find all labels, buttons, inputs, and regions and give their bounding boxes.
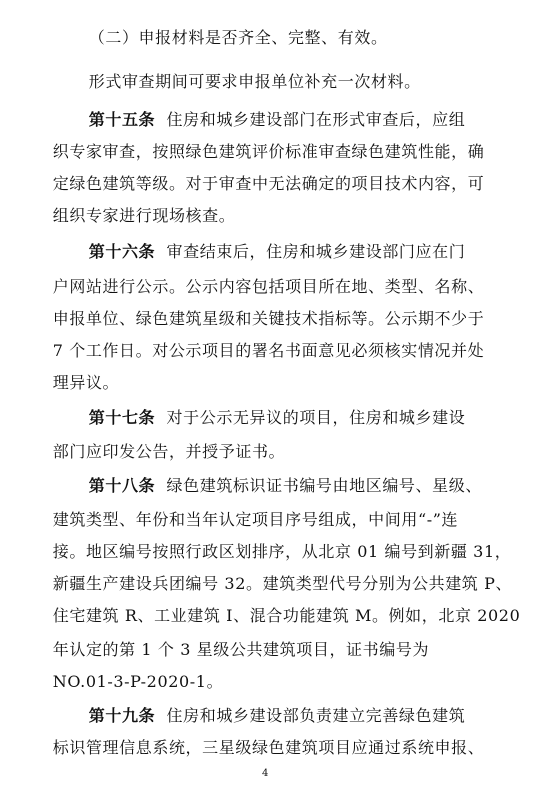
paragraph-line	[30, 718, 484, 778]
line-text: 申报单位、绿色建筑星级和关键技术指标等。公示期不少于	[52, 309, 485, 328]
line-text: 理异议。	[52, 373, 120, 392]
line-text: 定绿色建筑等级。对于审查中无法确定的项目技术内容，可	[52, 174, 485, 193]
article-heading: 第十五条	[88, 110, 156, 129]
article-heading: 第十九条	[88, 706, 156, 725]
line-text: 标识管理信息系统，三星级绿色建筑项目应通过系统申报、	[52, 738, 485, 757]
line-text: 住房和城乡建设部负责建立完善绿色建筑	[155, 706, 466, 725]
line-text: 新疆生产建设兵团编号 32。建筑类型代号分别为公共建筑 P、	[52, 574, 513, 593]
line-text: 审查结束后，住房和城乡建设部门应在门	[155, 242, 466, 261]
line-text: 建筑类型、年份和当年认定项目序号组成，中间用“-”连	[52, 510, 459, 529]
line-text: 形式审查期间可要求申报单位补充一次材料。	[88, 72, 421, 91]
line-text: 织专家审查，按照绿色建筑评价标准审查绿色建筑性能，确	[52, 142, 485, 161]
article-heading: 第十六条	[88, 242, 156, 261]
line-text: 住宅建筑 R、工业建筑 I、混合功能建筑 M。例如，北京 2020	[52, 606, 521, 625]
article-heading: 第十七条	[88, 408, 156, 427]
line-text: 绿色建筑标识证书编号由地区编号、星级、	[155, 476, 482, 495]
line-text: （二）申报材料是否齐全、完整、有效。	[88, 28, 388, 47]
line-text: 对于公示无异议的项目，住房和城乡建设	[155, 408, 466, 427]
line-text: 部门应印发公告，并授予证书。	[52, 442, 286, 461]
article-heading: 第十八条	[88, 476, 156, 495]
line-text: 7 个工作日。对公示项目的署名书面意见必须核实情况并处	[52, 341, 485, 360]
page-number: 4	[262, 768, 269, 779]
line-text: 户网站进行公示。公示内容包括项目所在地、类型、名称、	[52, 277, 485, 296]
line-text: 住房和城乡建设部门在形式审查后，应组	[155, 110, 466, 129]
line-text: 年认定的第 1 个 3 星级公共建筑项目，证书编号为	[52, 640, 430, 659]
line-text: 接。地区编号按照行政区划排序，从北京 01 编号到新疆 31，	[52, 542, 512, 561]
line-text: 组织专家进行现场核查。	[52, 206, 236, 225]
line-text: NO.01-3-P-2020-1。	[52, 672, 224, 691]
